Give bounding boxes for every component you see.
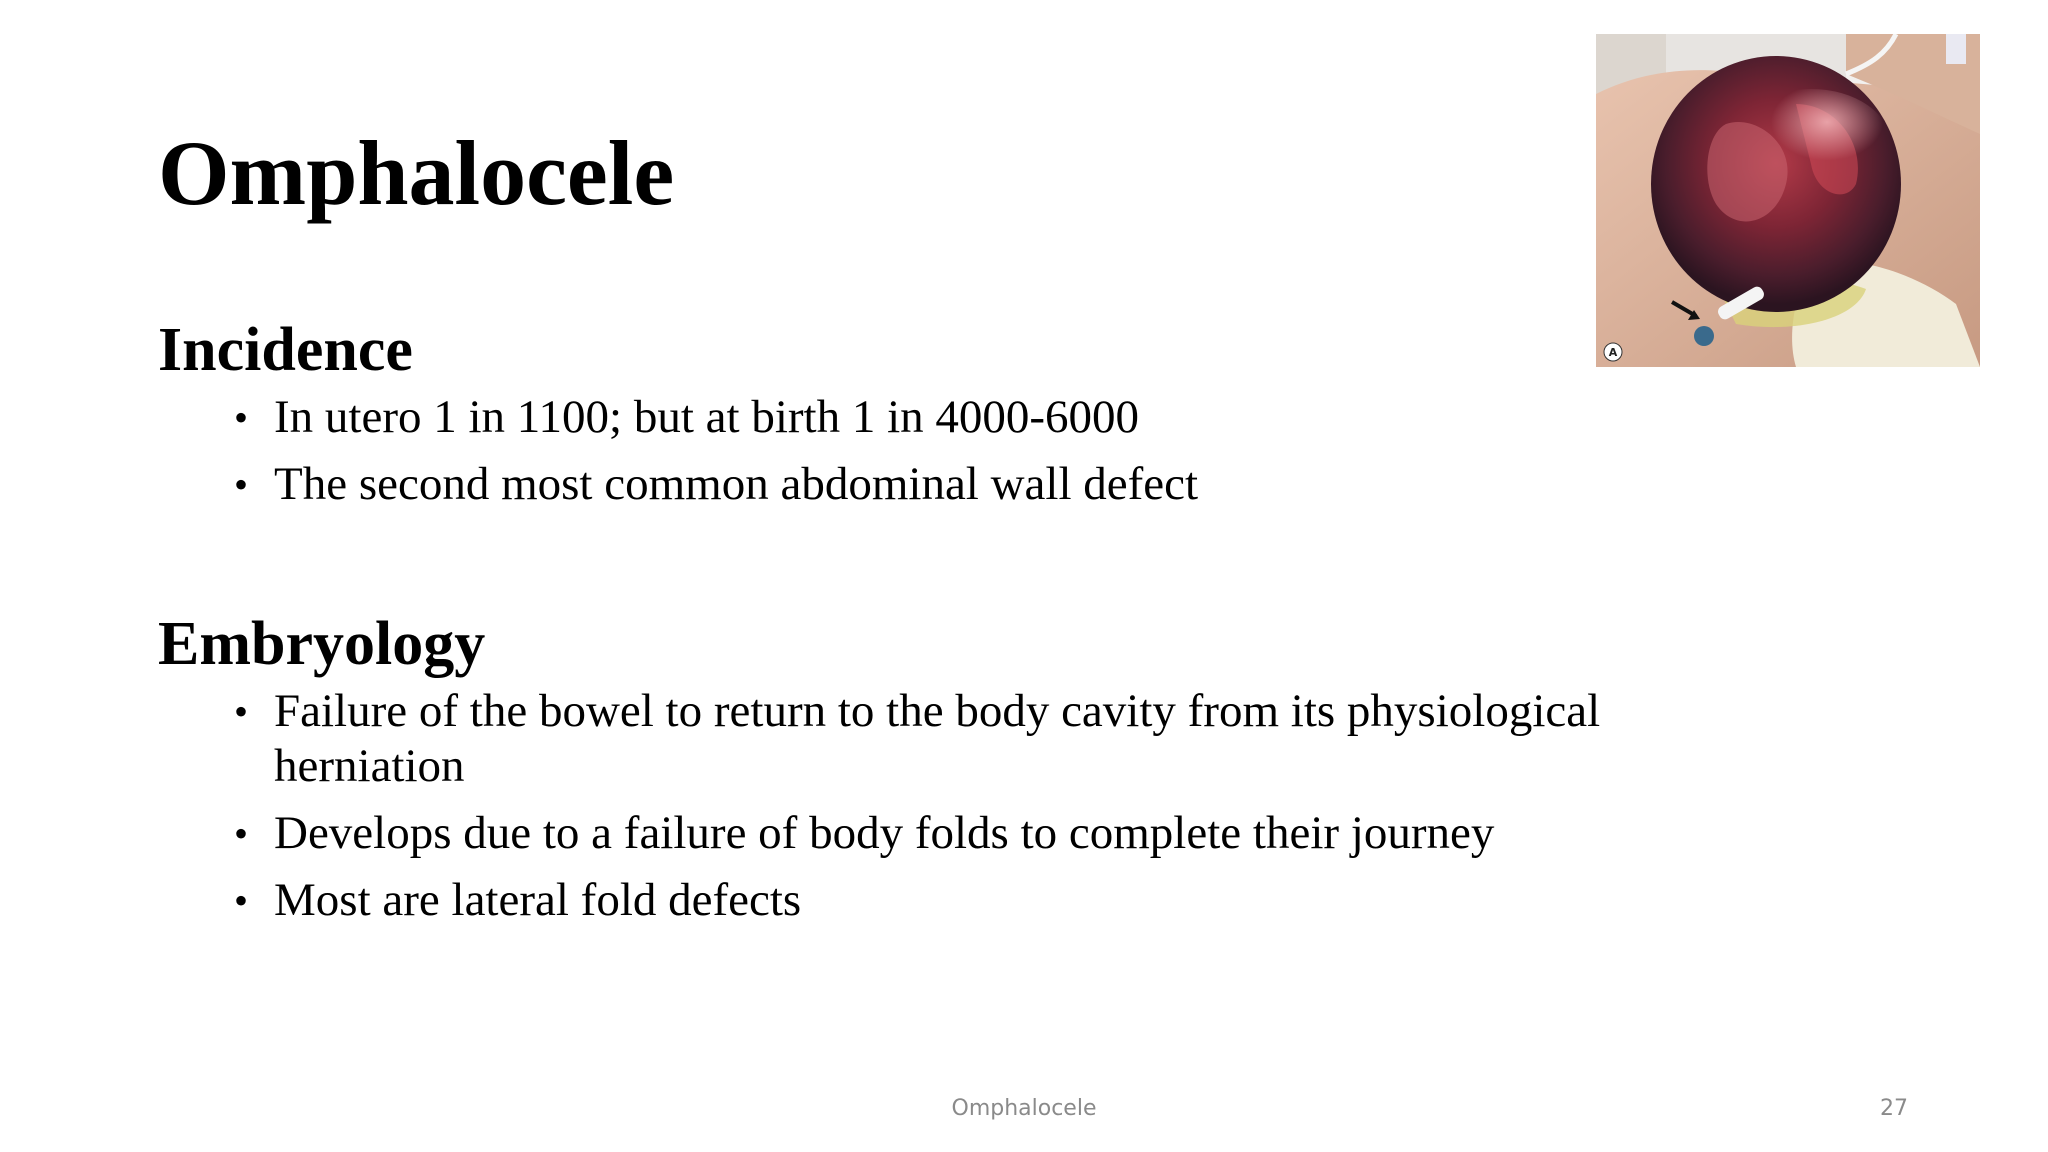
footer-title: Omphalocele (951, 1096, 1097, 1121)
bullet-text: In utero 1 in 1100; but at birth 1 in 4000-6000 (274, 391, 1140, 443)
photo-panel-label: A (1608, 346, 1618, 359)
bullet-marker: • (234, 395, 249, 440)
list-item (234, 457, 1718, 512)
section-heading: Embryology (158, 610, 486, 678)
list-item (234, 873, 1718, 928)
bullet-marker: • (234, 689, 249, 734)
bullet-text: The second most common abdominal wall defect (274, 458, 1199, 510)
clinical-photo-omphalocele-icon (1596, 34, 1980, 367)
bullet-marker: • (234, 462, 249, 507)
slide-title: Omphalocele (158, 122, 675, 224)
list-item (234, 390, 1718, 445)
bullet-text: Most are lateral fold defects (274, 874, 802, 926)
section-embryology (158, 606, 1718, 940)
list-item (234, 684, 1718, 794)
list-item (234, 806, 1718, 861)
bullet-marker: • (234, 811, 249, 856)
bullet-list (158, 390, 1718, 512)
clinical-photo (1596, 34, 1980, 367)
bullet-marker: • (234, 878, 249, 923)
bullet-text: Develops due to a failure of body folds to complete their journey (274, 807, 1495, 859)
bullet-text: Failure of the bowel to return to the body cavity from its physiological herniation (274, 685, 1601, 792)
section-heading: Incidence (158, 316, 413, 384)
bullet-list (158, 684, 1718, 928)
page-number: 27 (1880, 1096, 1908, 1121)
section-incidence (158, 312, 1718, 524)
